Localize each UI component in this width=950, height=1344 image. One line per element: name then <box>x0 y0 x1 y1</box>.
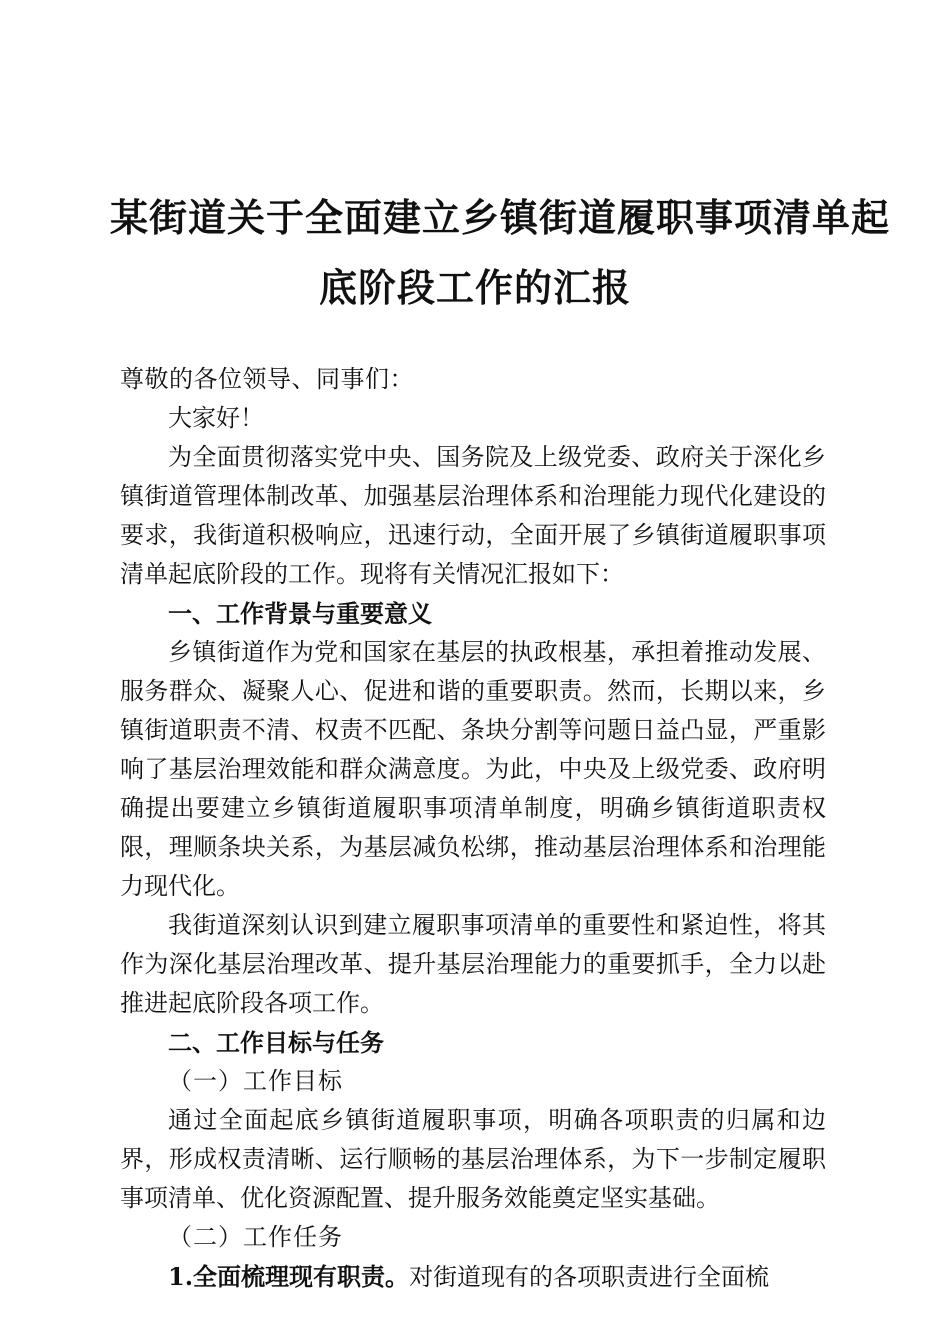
salutation: 尊敬的各位领导、同事们： <box>120 365 414 393</box>
section-1-paragraph-1: 乡镇街道作为党和国家在基层的执政根基，承担着推动发展、服务群众、凝聚人心、促进和谐的重要职责。然而，长期以来，乡镇街道职责不清、权责不匹配、条块分割等问题日益凸显，严重影响了基层治理效能和群众满意度。为此，中央及上级党委、政府明确提出要建立乡镇街道履职事项清单制度，明确乡镇街道职责权限，理顺条块关系，为基层减负松绑，推动基层治理体系和治理能力现代化。 <box>120 638 826 900</box>
document-title-line-1: 某街道关于全面建立乡镇街道履职事项清单起 <box>110 195 891 240</box>
task-1-text: 对街道现有的各项职责进行全面梳 <box>409 1263 770 1291</box>
intro-paragraph: 为全面贯彻落实党中央、国务院及上级党委、政府关于深化乡镇街道管理体制改革、加强基层治理体系和治理能力现代化建设的要求，我街道积极响应，迅速行动，全面开展了乡镇街道履职事项清单起底阶段的工作。现将有关情况汇报如下： <box>120 443 826 588</box>
section-1-heading: 一、工作背景与重要意义 <box>168 599 432 628</box>
document-body <box>120 360 826 1297</box>
task-1-paragraph <box>120 1257 826 1297</box>
task-1-lead: 1.全面梳理现有职责。 <box>168 1262 410 1291</box>
subsection-1-heading: （一）工作目标 <box>168 1067 343 1095</box>
subsection-1-paragraph: 通过全面起底乡镇街道履职事项，明确各项职责的归属和边界，形成权责清晰、运行顺畅的基层治理体系，为下一步制定履职事项清单、优化资源配置、提升服务效能奠定坚实基础。 <box>120 1106 826 1212</box>
subsection-2-heading: （二）工作任务 <box>168 1223 343 1251</box>
section-1-paragraph-2: 我街道深刻认识到建立履职事项清单的重要性和紧迫性，将其作为深化基层治理改革、提升基层治理能力的重要抓手，全力以赴推进起底阶段各项工作。 <box>120 911 826 1017</box>
greeting: 大家好！ <box>168 404 264 432</box>
document-title-line-2: 底阶段工作的汇报 <box>318 265 631 310</box>
section-2-heading: 二、工作目标与任务 <box>168 1028 384 1057</box>
